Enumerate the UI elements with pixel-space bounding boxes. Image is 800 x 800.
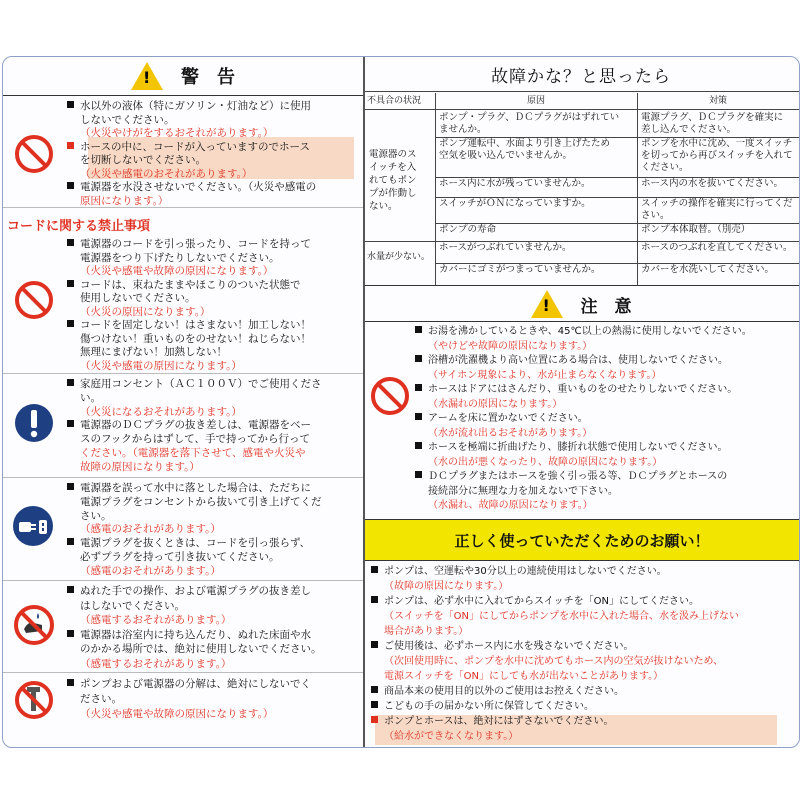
table-cell-text: ください。	[641, 162, 689, 173]
bullet-square	[371, 566, 378, 573]
table-cell-text: 電源プラグ、ＤＣプラグを確実に	[641, 112, 784, 123]
notice-text: 故障の原因になります。）	[80, 460, 200, 473]
notice-line	[67, 305, 210, 319]
notice-text: ください。（電源器を落下させて、感電や火災や	[80, 447, 306, 459]
notice-text: スのフックからはずして、手で持ってから行って	[80, 433, 311, 446]
notice-text: 電源スイッチを「ON」にしても水が出ないことがあります。）	[384, 671, 664, 682]
notice-line	[67, 628, 311, 642]
notice-line	[67, 318, 311, 332]
cord-section-title: コードに関する禁止事項	[7, 219, 151, 234]
no-wet-hands-icon	[12, 603, 56, 651]
prohibition-icon	[369, 375, 411, 421]
notice-text: （火災の原因になります。）	[80, 305, 211, 318]
notice-text: を切断しないでください。	[80, 154, 206, 166]
notice-text: ポンプは、必ず水中に入れてからスイッチを「ON」にしてください。	[384, 596, 699, 607]
notice-line	[67, 564, 221, 578]
notice-text: （サイホン現象により、水が止まらなくなります。）	[428, 369, 662, 381]
notice-line	[415, 485, 618, 499]
notice-text: （水漏れの原因になります。）	[428, 398, 563, 410]
notice-line	[67, 522, 221, 536]
notice-text: 電源器をつり下げたりしないでください。	[80, 251, 280, 264]
bullet-square	[67, 586, 74, 593]
bullet-square	[67, 679, 74, 686]
notice-text: 電源器を水没させないでください。（火災や感電の	[80, 181, 317, 193]
table-cell-text: ませんか。	[439, 124, 487, 135]
notice-text: （感電するおそれがあります。）	[80, 614, 232, 626]
notice-line	[415, 456, 662, 470]
table-cell-text: ホース内の水を抜いてください。	[641, 178, 784, 189]
bullet-square	[371, 596, 378, 603]
notice-text: （故障の原因になります。）	[384, 581, 509, 592]
table-rule	[365, 109, 799, 110]
bullet-square	[67, 320, 74, 327]
table-cell-text: 電源器のス	[369, 149, 417, 160]
notice-line	[67, 536, 310, 550]
notice-text: さい。	[80, 509, 112, 522]
notice-line	[415, 340, 592, 354]
notice-line	[415, 398, 562, 412]
notice-line	[371, 565, 667, 579]
notice-text: （火災や感電や故障の原因になります。）	[80, 265, 274, 277]
notice-line	[371, 625, 468, 639]
table-cell-text: 不具合の状況	[367, 96, 422, 106]
notice-text: 使用しないでください。	[80, 292, 196, 304]
notice-text: （火災や感電や故障の原因になります。）	[80, 708, 274, 720]
notice-text: 浴槽が洗濯機より高い位置にある場合は、使用しないでください。	[428, 355, 728, 366]
notice-line	[415, 441, 728, 455]
table-rule	[435, 93, 436, 285]
notice-line	[415, 412, 588, 426]
bullet-square	[371, 716, 378, 723]
notice-text: ポンプとホースは、絶対にはずさないでください。	[384, 716, 614, 727]
notice-line	[371, 700, 594, 714]
request-banner	[365, 519, 799, 561]
exclamation-icon	[13, 402, 55, 448]
notice-text: （給水ができなくなります。）	[384, 731, 519, 742]
caution-title: 注 意	[580, 296, 632, 317]
bullet-square	[67, 182, 74, 189]
notice-text: （火災やけがをするおそれがあります。）	[80, 127, 274, 139]
notice-text: 水以外の液体（特にガソリン・灯油など）に使用	[80, 100, 311, 112]
table-cell-text: ポンプ運転中、水面より引き上げたため	[439, 138, 611, 149]
notice-line	[67, 377, 322, 391]
bullet-square	[67, 420, 74, 427]
notice-text: 電源プラグをコンセントから抜いて引き上げてくだ	[80, 495, 322, 508]
notice-line	[67, 113, 175, 127]
notice-line	[67, 584, 311, 598]
bullet-square	[67, 630, 74, 637]
bullet-square	[415, 355, 422, 362]
notice-line	[67, 707, 273, 721]
notice-text: 電源器は浴室内に持ち込んだり、ぬれた床面や水	[80, 628, 311, 641]
caution-triangle-icon: !	[531, 290, 563, 318]
table-cell-text: イッチを入	[369, 162, 417, 173]
unplug-icon	[11, 504, 55, 552]
notice-text: しないでください。	[80, 113, 175, 126]
table-cell-text: れてもポン	[369, 175, 417, 186]
table-cell-text: 原因	[526, 96, 545, 106]
notice-text: （感電のおそれがあります。）	[80, 564, 221, 577]
notice-text: ホースはドアにはさんだり、重いものをのせたりしないでください。	[428, 384, 738, 395]
table-cell-text: ポンプの寿命	[439, 224, 497, 235]
notice-line	[371, 685, 624, 699]
bullet-square	[415, 413, 422, 420]
notice-text: ご使用後は、必ずホース内に水を残さないでください。	[384, 641, 634, 652]
notice-text: ホースの中に、コードが入っていますのでホース	[80, 140, 310, 153]
notice-text: 商品本来の使用目的以外のご使用はお控えください。	[384, 686, 624, 697]
notice-line	[67, 677, 311, 691]
notice-text: （やけどや故障の原因になります。）	[428, 340, 593, 352]
notice-line	[67, 613, 231, 627]
table-cell-text: カバーを水洗いしてください。	[641, 264, 775, 275]
notice-text: コードは、束ねたままやほこりのついた状態で	[80, 278, 301, 291]
notice-line	[67, 251, 280, 265]
notice-text: 原因になります。）	[80, 194, 169, 207]
notice-line	[67, 237, 311, 251]
table-cell-text: ポンプ・プラグ、ＤＣプラグがはずれてい	[439, 112, 620, 123]
notice-line	[67, 509, 112, 523]
notice-text: （次回使用時に、ポンプを水中に沈めてもホース内の空気が抜けないため、	[384, 656, 724, 667]
bullet-square	[415, 326, 422, 333]
table-cell-text: 空気を吸い込んでいませんか。	[439, 150, 573, 161]
notice-text: 傷つけない！重いものをのせない！ねじらない！	[80, 332, 311, 345]
notice-text: （感電のおそれがあります。）	[80, 523, 221, 536]
warning-triangle-icon: !	[131, 62, 163, 90]
notice-line	[67, 167, 252, 181]
notice-line	[67, 446, 306, 460]
notice-line	[67, 140, 310, 154]
notice-line	[371, 610, 739, 624]
notice-line	[415, 325, 752, 339]
notice-line	[67, 180, 316, 194]
notice-line	[67, 550, 280, 564]
table-cell-text: ホースがつぶれていませんか。	[439, 242, 572, 253]
notice-line	[371, 715, 614, 729]
notice-line	[67, 359, 242, 373]
notice-line	[67, 432, 310, 446]
caution-header	[365, 287, 797, 321]
notice-text: 無理にまげない！加熱しない！	[80, 346, 227, 358]
notice-text: 場合があります。）	[384, 626, 469, 637]
notice-text: 電源器のコードを引っ張ったり、コードを持って	[80, 238, 311, 250]
notice-text: （水の出が悪くなったり、故障の原因になります。）	[428, 456, 663, 468]
notice-text: 接続部分に無理な力を加えないで下さい。	[428, 485, 618, 497]
notice-text: お湯を沸かしているときや、45℃以上の熱湯に使用しないでください。	[428, 326, 752, 337]
notice-line	[67, 642, 322, 656]
notice-text: 電源器を誤って水中に落とした場合は、ただちに	[80, 482, 311, 494]
bullet-square	[415, 442, 422, 449]
column-divider	[363, 57, 365, 747]
notice-line	[67, 495, 322, 509]
table-cell-text: を切ってから再びスイッチを入れて	[641, 150, 793, 161]
bullet-square	[67, 101, 74, 108]
notice-text: こどもの手の届かない所に保管してください。	[384, 701, 594, 712]
notice-line	[415, 499, 593, 513]
notice-text: コードを固定しない！はさまない！加工しない！	[80, 319, 311, 331]
notice-text: アームを床に置かないでください。	[428, 413, 588, 424]
notice-line	[67, 460, 200, 474]
notice-text: （火災になるおそれがあります。）	[80, 405, 242, 418]
notice-line	[67, 391, 101, 405]
bullet-square	[415, 471, 422, 478]
notice-line	[67, 153, 206, 167]
table-cell-text: 対策	[708, 96, 727, 106]
table-cell-text: 差し込んでください。	[641, 124, 737, 135]
notice-line	[371, 730, 518, 744]
trouble-title: 故障かな？と思ったら	[491, 66, 671, 87]
notice-line	[415, 354, 728, 368]
bullet-square	[67, 239, 74, 246]
table-cell-text: スイッチの操作を確実に行ってくだ	[641, 198, 793, 209]
notice-text: い。	[80, 391, 101, 404]
table-cell-text: スイッチがＯＮになっていますか。	[439, 198, 591, 209]
table-cell-text: 水量が少ない。	[367, 252, 431, 262]
bullet-square	[67, 142, 74, 149]
instruction-sheet	[2, 56, 800, 748]
notice-text: ホースを極端に折曲げたり、膝折れ状態で使用しないでください。	[428, 442, 728, 453]
notice-line	[67, 481, 311, 495]
no-disassembly-icon	[13, 679, 55, 725]
table-cell-text: ホース内に水が残っていませんか。	[439, 178, 591, 189]
notice-line	[67, 657, 231, 671]
notice-text: 必ずプラグを持って引き抜いてください。	[80, 551, 280, 563]
notice-line	[67, 291, 196, 305]
notice-text: （スイッチを「ON」にしてからポンプを水中に入れた場合、水を汲み上げない	[384, 611, 739, 622]
notice-line	[67, 126, 273, 140]
notice-text: のかかる場所では、絶対に使用しないでください。	[80, 643, 322, 655]
table-cell-text: ない。	[369, 201, 398, 212]
notice-line	[67, 264, 273, 278]
notice-text: はしないでください。	[80, 599, 185, 612]
notice-text: ださい。	[80, 693, 122, 705]
notice-text: ポンプおよび電源器の分解は、絶対にしないでく	[80, 678, 311, 690]
bullet-square	[67, 280, 74, 287]
bullet-square	[67, 483, 74, 490]
notice-text: 家庭用コンセント（ＡＣ１００Ｖ）でご使用くださ	[80, 378, 322, 390]
notice-line	[415, 369, 662, 383]
table-cell-text: ポンプ本体取替。（別売）	[641, 224, 751, 235]
notice-line	[67, 418, 311, 432]
notice-line	[67, 692, 122, 706]
notice-line	[67, 599, 185, 613]
bullet-square	[371, 701, 378, 708]
bullet-square	[371, 686, 378, 693]
notice-text: （火災や感電の原因になります。）	[80, 359, 242, 372]
notice-text: （感電するおそれがあります。）	[80, 657, 232, 670]
notice-line	[415, 470, 727, 484]
request-title: 正しく使っていただくためのお願い！	[454, 531, 710, 550]
table-cell-text: ホースのつぶれを直してください。	[641, 242, 793, 253]
notice-line	[371, 580, 508, 594]
notice-text: （火災や感電のおそれがあります。）	[80, 167, 253, 180]
bullet-square	[371, 641, 378, 648]
prohibition-icon	[13, 279, 55, 325]
notice-line	[371, 670, 663, 684]
notice-text: ＤＣプラグまたはホースを強く引っ張る等、ＤＣプラグとホースの	[428, 471, 728, 482]
notice-line	[67, 345, 227, 359]
notice-text: ポンプは、空運転や30分以上の連続使用はしないでください。	[384, 566, 667, 577]
notice-text: （水が流れ出るおそれがあります。）	[428, 427, 593, 439]
warning-header	[3, 57, 363, 95]
prohibition-icon	[13, 133, 55, 179]
notice-text: ぬれた手での操作、および電源プラグの抜き差し	[80, 585, 311, 597]
notice-line	[67, 194, 168, 208]
notice-line	[415, 427, 592, 441]
bullet-square	[67, 379, 74, 386]
table-cell-text: ポンプを水中に沈め、一度スイッチ	[641, 138, 793, 149]
notice-text: 電源器のＤＣプラグの抜き差しは、電源器をベー	[80, 419, 311, 432]
notice-line	[371, 595, 699, 609]
table-rule	[637, 93, 638, 285]
table-cell-text: カバーにゴミがつまっていませんか。	[439, 264, 601, 275]
bullet-square	[415, 384, 422, 391]
bullet-square	[67, 538, 74, 545]
notice-line	[67, 99, 311, 113]
notice-line	[67, 405, 242, 419]
notice-text: 電源プラグを抜くときは、コードを引っ張らず、	[80, 537, 311, 550]
notice-line	[67, 332, 311, 346]
notice-line	[371, 655, 723, 669]
notice-line	[371, 640, 634, 654]
notice-line	[67, 278, 301, 292]
warning-title: 警 告	[181, 67, 235, 88]
table-cell-text: プが作動し	[369, 188, 417, 199]
notice-line	[415, 383, 737, 397]
table-cell-text: さい。	[641, 210, 670, 221]
notice-text: （水漏れ、故障の原因になります。）	[428, 500, 593, 511]
